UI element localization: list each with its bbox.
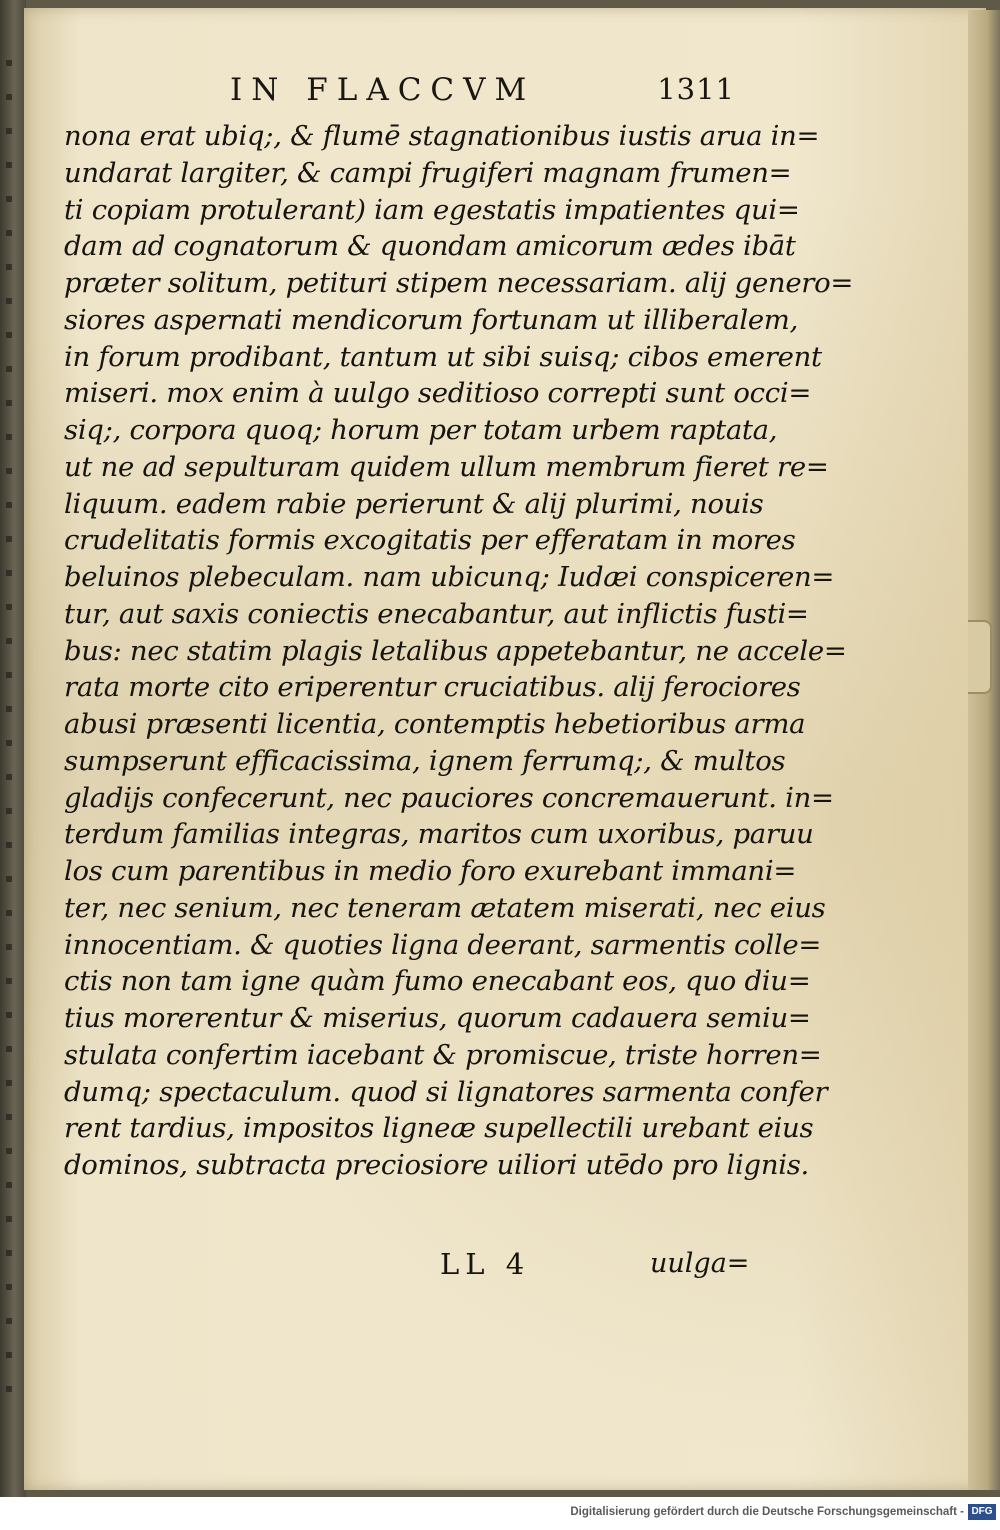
text-line: dumq; spectaculum. quod si lignatores sarmenta confer	[64, 1075, 828, 1108]
page-header	[230, 70, 735, 116]
text-line: gladijs confecerunt, nec pauciores concremauerunt. in=	[64, 781, 834, 814]
text-line: beluinos plebeculam. nam ubicunq; Iudæi conspiceren=	[64, 561, 835, 593]
text-line: ter, nec senium, nec teneram ætatem miserati, nec eius	[64, 891, 826, 924]
body-text	[64, 118, 854, 1184]
text-line: bus: nec statim plagis letalibus appetebantur, ne accele=	[64, 634, 847, 667]
previous-page-edge	[0, 0, 26, 1497]
folio-number: 1311	[657, 72, 735, 106]
text-line: præter solitum, petituri stipem necessariam. alij genero=	[64, 267, 854, 299]
page-tab-marker	[968, 620, 992, 694]
text-line: siores aspernati mendicorum fortunam ut illiberalem,	[64, 303, 799, 336]
catchword: uulga=	[650, 1248, 750, 1279]
text-line: rata morte cito eriperentur cruciatibus. alij ferociores	[64, 671, 801, 704]
dfg-logo-icon: DFG	[968, 1504, 996, 1520]
funding-credit: Digitalisierung gefördert durch die Deutsche Forschungsgemeinschaft -	[570, 1506, 964, 1518]
text-line: ut ne ad sepulturam quidem ullum membrum fieret re=	[64, 450, 829, 483]
text-line: miseri. mox enim à uulgo seditioso correpti sunt occi=	[64, 377, 812, 410]
text-line: ti copiam protulerant) iam egestatis impatientes qui=	[64, 193, 800, 226]
text-line: sumpserunt efficacissima, ignem ferrumq;, & multos	[64, 744, 786, 777]
page-fold-edge	[968, 10, 1000, 1490]
text-line: abusi præsenti licentia, contemptis hebetioribus arma	[64, 708, 806, 740]
text-line: ctis non tam igne quàm fumo enecabant eos, quo diu=	[64, 965, 811, 998]
text-line: los cum parentibus in medio foro exurebant immani=	[64, 855, 797, 887]
text-line: siq;, corpora quoq; horum per totam urbem raptata,	[64, 414, 778, 446]
text-line: terdum familias integras, maritos cum uxoribus, paruu	[64, 818, 814, 851]
text-line: crudelitatis formis excogitatis per efferatam in mores	[64, 524, 796, 557]
text-line: liquum. eadem rabie perierunt & alij plurimi, nouis	[64, 487, 764, 520]
text-line: innocentiam. & quoties ligna deerant, sarmentis colle=	[64, 928, 822, 961]
text-line: tius morerentur & miserius, quorum cadauera semiu=	[64, 1002, 811, 1034]
text-line: tur, aut saxis coniectis enecabantur, aut inflictis fusti=	[64, 597, 809, 630]
text-line: in forum prodibant, tantum ut sibi suisq; cibos emerent	[64, 340, 822, 373]
text-line: rent tardius, impositos ligneæ supellectili urebant eius	[64, 1112, 814, 1145]
running-title: IN FLACCVM	[230, 72, 536, 108]
text-line: stulata confertim iacebant & promiscue, triste horren=	[64, 1038, 822, 1071]
text-line: dominos, subtracta preciosiore uiliori utēdo pro lignis.	[64, 1149, 809, 1181]
footer-bar	[0, 1497, 1000, 1530]
text-line: nona erat ubiq;, & flumē stagnationibus iustis arua in=	[64, 120, 820, 152]
text-line: undarat largiter, & campi frugiferi magnam frumen=	[64, 156, 792, 189]
signature-mark: LL 4	[440, 1247, 531, 1281]
text-line: dam ad cognatorum & quondam amicorum ædes ibāt	[64, 230, 796, 263]
